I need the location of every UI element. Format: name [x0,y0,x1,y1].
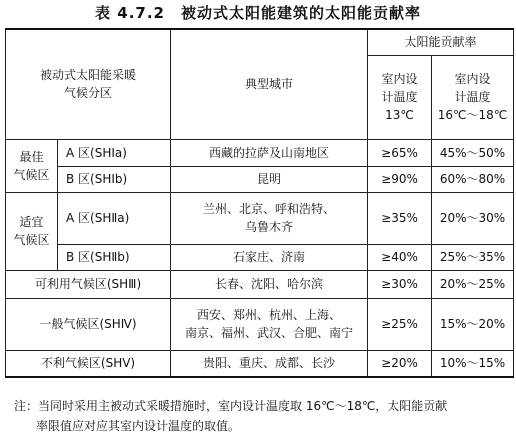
zone-cell: 不利气候区(SHⅤ) [6,350,171,377]
table-row [6,244,514,270]
value-13-cell: ≥25% [368,298,432,350]
header-temp-13: 室内设 计温度 13℃ [368,55,432,139]
value-16-18-cell: 25%～35% [432,244,514,270]
zone-cell: B 区(SHⅠb) [58,166,171,192]
zone-cell: B 区(SHⅡb) [58,244,171,270]
city-cell: 西安、郑州、杭州、上海、 南京、福州、武汉、合肥、南宁 [171,298,368,350]
table-note [14,396,510,436]
table-row [6,166,514,192]
header-zone: 被动式太阳能采暖 气候分区 [6,29,171,139]
header-city: 典型城市 [171,29,368,139]
value-16-18-cell: 10%～15% [432,350,514,377]
table-row [6,298,514,350]
city-cell: 西藏的拉萨及山南地区 [171,139,368,166]
note-line-1: 注：当同时采用主被动式采暖措施时，室内设计温度取 16℃～18℃，太阳能贡献 [14,399,448,413]
value-13-cell: ≥30% [368,270,432,298]
value-16-18-cell: 15%～20% [432,298,514,350]
city-cell: 昆明 [171,166,368,192]
contribution-table [5,28,514,378]
table-row [6,192,514,244]
city-cell: 长春、沈阳、哈尔滨 [171,270,368,298]
city-cell: 石家庄、济南 [171,244,368,270]
value-16-18-cell: 20%～30% [432,192,514,244]
value-16-18-cell: 45%～50% [432,139,514,166]
table-title: 表 4.7.2 被动式太阳能建筑的太阳能贡献率 [95,4,421,22]
value-16-18-cell: 60%～80% [432,166,514,192]
value-16-18-cell: 20%～25% [432,270,514,298]
value-13-cell: ≥20% [368,350,432,377]
zone-cell: 一般气候区(SHⅣ) [6,298,171,350]
zone-cell: A 区(SHⅡa) [58,192,171,244]
table-row [6,350,514,377]
table-row [6,139,514,166]
group-suitable: 适宜 气候区 [6,192,58,270]
city-cell: 兰州、北京、呼和浩特、 乌鲁木齐 [171,192,368,244]
value-13-cell: ≥40% [368,244,432,270]
value-13-cell: ≥90% [368,166,432,192]
value-13-cell: ≥35% [368,192,432,244]
zone-cell: A 区(SHⅠa) [58,139,171,166]
note-line-2: 率限值应对应其室内设计温度的取值。 [36,419,241,433]
header-contribution: 太阳能贡献率 [368,29,514,55]
value-13-cell: ≥65% [368,139,432,166]
zone-cell: 可利用气候区(SHⅢ) [6,270,171,298]
table-row [6,270,514,298]
header-row-1 [6,29,514,55]
header-temp-16-18: 室内设 计温度 16℃～18℃ [432,55,514,139]
city-cell: 贵阳、重庆、成都、长沙 [171,350,368,377]
group-best: 最佳 气候区 [6,139,58,192]
